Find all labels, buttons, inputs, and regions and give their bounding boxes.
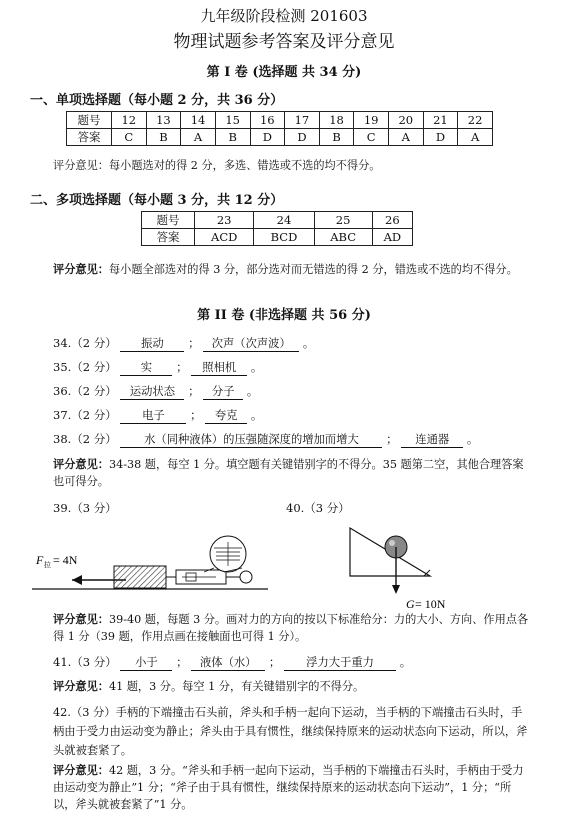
answer-blank: 浮力大于重力 — [284, 654, 396, 671]
figure-39-pulling-block — [28, 528, 278, 598]
answer-blank: 夸克 — [205, 407, 247, 424]
question-number: 14 — [181, 112, 216, 129]
answer-blank: 照相机 — [191, 359, 247, 376]
answer-blank: 分子 — [203, 383, 243, 400]
answer-cell: A — [181, 129, 216, 146]
answer-cell: A — [389, 129, 424, 146]
gravity-arrow-head — [392, 585, 400, 594]
answer-cell: D — [250, 129, 285, 146]
question-35: 35.（2 分） 实 ； 照相机 。 — [53, 360, 263, 374]
note-label: 评分意见： — [53, 262, 109, 276]
answer-row — [67, 129, 493, 146]
force-arrow-head — [72, 575, 82, 585]
question-41: 41.（3 分） 小于 ； 液体（水） ； 浮力大于重力 。 — [53, 655, 412, 669]
blanks-scoring-note — [53, 456, 531, 490]
question-number: 23 — [195, 212, 254, 229]
answer-cell: B — [319, 129, 354, 146]
note-label: 评分意见： — [53, 457, 109, 471]
answer-blank: 连通器 — [401, 431, 463, 448]
question-number: 37.（2 分） — [53, 408, 117, 422]
note-text: 39-40 题，每题 3 分。画对力的方向的按以下标准给分：力的大小、方向、作用点各得 1 分（39 题，作用点画在接触面也可得 1 分）。 — [53, 613, 529, 643]
note-label: 评分意见： — [53, 679, 109, 693]
answer-cell: D — [423, 129, 458, 146]
answer-cell: C — [112, 129, 147, 146]
part-one-heading: 第 I 卷 (选择题 共 34 分) — [206, 65, 362, 80]
hand-ring — [240, 571, 252, 583]
answer-blank: 电子 — [120, 407, 186, 424]
note-label: 评分意见： — [53, 763, 109, 777]
answer-blank: 振动 — [120, 335, 184, 352]
question-number: 24 — [254, 212, 314, 229]
part-two-heading: 第 II 卷 (非选择题 共 56 分) — [197, 308, 371, 323]
answer-blank: 液体（水） — [191, 654, 265, 671]
section-two-scoring-note — [53, 261, 531, 278]
row-label-answer: 答案 — [142, 229, 195, 246]
force-subscript: 拉 — [44, 561, 51, 569]
answer-blank: 实 — [120, 359, 172, 376]
question-number: 15 — [215, 112, 250, 129]
answer-row — [142, 229, 413, 246]
drawing-scoring-note — [53, 611, 531, 645]
question-number: 35.（2 分） — [53, 360, 117, 374]
question-number: 20 — [389, 112, 424, 129]
question-number: 25 — [314, 212, 372, 229]
figure-40-ball-on-incline — [330, 522, 480, 612]
question-number: 12 — [112, 112, 147, 129]
note-text: 42 题，3 分。“斧头和手柄一起向下运动，当手柄的下端撞击石头时，手柄由于受力由运动变为静止”1 分；“斧子由于具有惯性，继续保持原来的运动状态向下运动”，1 分；“所以，斧头就被套紧了”1 分。 — [53, 764, 524, 811]
row-label-question: 题号 — [67, 112, 112, 129]
answer-cell: B — [215, 129, 250, 146]
question-34: 34.（2 分） 振动 ； 次声（次声波） 。 — [53, 336, 315, 350]
question-number-row — [142, 212, 413, 229]
question-36: 36.（2 分） 运动状态 ； 分子 。 — [53, 384, 259, 398]
force-label: F — [36, 553, 44, 567]
question-number: 36.（2 分） — [53, 384, 117, 398]
question-number: 13 — [146, 112, 181, 129]
gravity-label: G — [406, 597, 415, 611]
question-number: 41.（3 分） — [53, 655, 117, 669]
question-number: 26 — [372, 212, 412, 229]
question-number: 17 — [285, 112, 320, 129]
answer-blank: 水（同种液体）的压强随深度的增加而增大 — [120, 431, 382, 448]
single-choice-answer-table — [66, 111, 493, 146]
answer-blank: 运动状态 — [120, 383, 184, 400]
answer-key-title: 物理试题参考答案及评分意见 — [173, 32, 395, 52]
force-value: = 4N — [53, 553, 78, 567]
answer-cell: A — [458, 129, 493, 146]
answer-cell: C — [354, 129, 389, 146]
question-38: 38.（2 分） 水（同种液体）的压强随深度的增加而增大 ； 连通器 。 — [53, 432, 479, 446]
answer-blank: 次声（次声波） — [203, 335, 299, 352]
answer-blank: 小于 — [120, 654, 172, 671]
gravity-value: = 10N — [415, 597, 446, 611]
row-label-answer: 答案 — [67, 129, 112, 146]
question-39-label: 39.（3 分） — [53, 501, 117, 515]
question-41-scoring-note — [53, 678, 531, 695]
note-text: 34-38 题，每空 1 分。填空题有关键错别字的不得分。35 题第二空，其他合理答案也可得分。 — [53, 458, 524, 488]
multiple-choice-answer-table — [141, 211, 413, 246]
row-label-question: 题号 — [142, 212, 195, 229]
answer-cell: ABC — [314, 229, 372, 246]
question-40-label: 40.（3 分） — [286, 501, 350, 515]
exam-title: 九年级阶段检测 201603 — [200, 7, 368, 25]
question-number: 21 — [423, 112, 458, 129]
answer-cell: B — [146, 129, 181, 146]
question-number: 22 — [458, 112, 493, 129]
answer-cell: BCD — [254, 229, 314, 246]
note-label: 评分意见： — [53, 612, 109, 626]
question-42-answer: 42.（3 分）手柄的下端撞击石头前，斧头和手柄一起向下运动，当手柄的下端撞击石头时，手柄由于受力由运动变为静止；斧头由于具有惯性，继续保持原来的运动状态向下运动，所以，斧头就被套紧了。 — [53, 706, 528, 757]
question-number: 34.（2 分） — [53, 336, 117, 350]
block — [114, 566, 166, 588]
question-37: 37.（2 分） 电子 ； 夸克 。 — [53, 408, 263, 422]
answer-cell: D — [285, 129, 320, 146]
note-text: 41 题，3 分。每空 1 分，有关键错别字的不得分。 — [108, 680, 365, 693]
note-text: 每小题全部选对的得 3 分，部分选对而无错选的得 2 分，错选或不选的均不得分。 — [108, 263, 518, 276]
section-one-scoring-note: 评分意见：每小题选对的得 2 分，多选、错选或不选的均不得分。 — [53, 159, 381, 172]
question-number: 18 — [319, 112, 354, 129]
answer-cell: AD — [372, 229, 412, 246]
question-number: 38.（2 分） — [53, 432, 117, 446]
question-number: 16 — [250, 112, 285, 129]
section-two-heading: 二、多项选择题（每小题 3 分，共 12 分） — [30, 193, 284, 208]
question-number-row — [67, 112, 493, 129]
section-one-heading: 一、单项选择题（每小题 2 分，共 36 分） — [30, 93, 284, 108]
question-number: 19 — [354, 112, 389, 129]
question-42-scoring-note — [53, 762, 531, 813]
answer-cell: ACD — [195, 229, 254, 246]
